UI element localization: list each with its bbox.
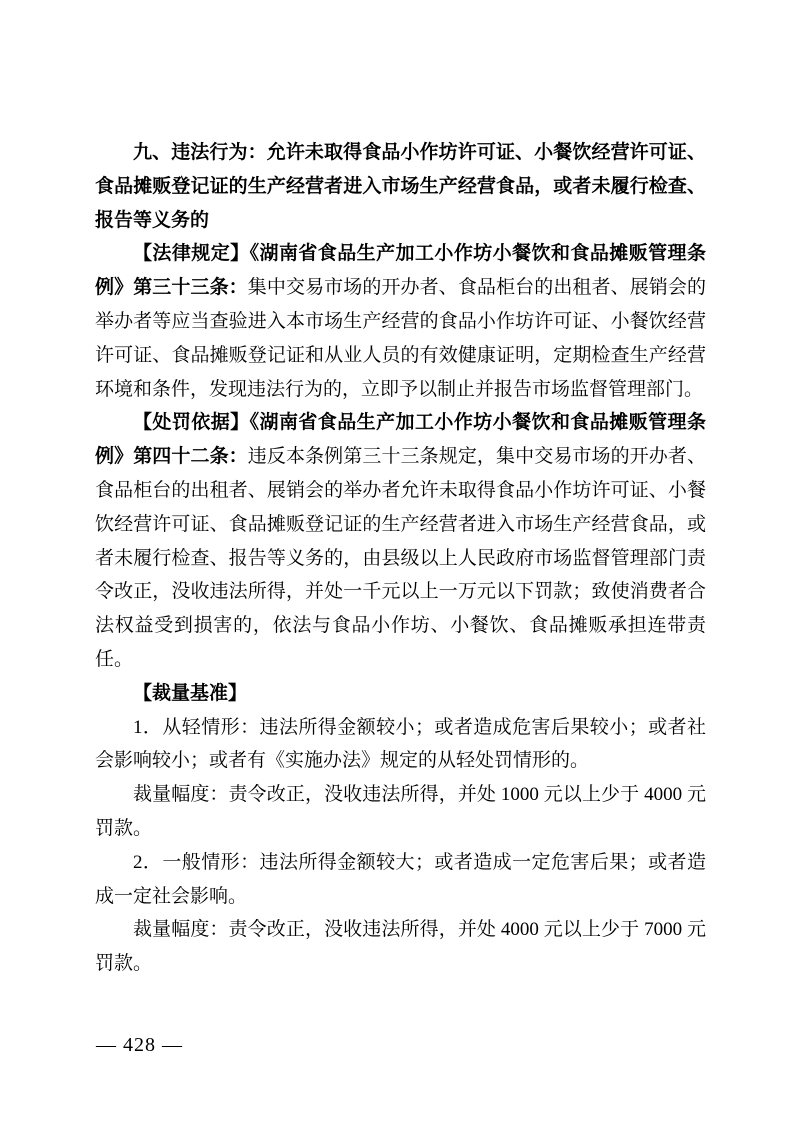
page-number: — 428 — xyxy=(96,1034,183,1056)
violation-heading: 九、违法行为：允许未取得食品小作坊许可证、小餐饮经营许可证、食品摊贩登记证的生产经营者进入市场生产经营食品，或者未履行检查、报告等义务的 xyxy=(95,142,706,231)
penalty-basis-label: 【处罚依据】《湖南省食品生产加工小作坊小餐饮和食品摊贩管理条例》第四十二条： xyxy=(95,412,706,468)
discretion-standard-heading: 【裁量基准】 xyxy=(133,682,248,704)
legal-basis-label: 【法律规定】《湖南省食品生产加工小作坊小餐饮和食品摊贩管理条例》第三十三条： xyxy=(95,243,706,299)
discretion-item-1-scenario: 1．从轻情形：违法所得金额较小；或者造成危害后果较小；或者社会影响较小；或者有《实施办法》规定的从轻处罚情形的。 xyxy=(95,716,706,772)
discretion-item-2-range: 裁量幅度：责令改正，没收违法所得，并处 4000 元以上少于 7000 元罚款。 xyxy=(95,919,706,975)
page-footer xyxy=(96,1034,183,1057)
discretion-item-2-scenario: 2．一般情形：违法所得金额较大；或者造成一定危害后果；或者造成一定社会影响。 xyxy=(95,851,706,907)
discretion-item-1-range: 裁量幅度：责令改正，没收违法所得，并处 1000 元以上少于 4000 元罚款。 xyxy=(95,784,706,839)
penalty-basis-text: 违反本条例第三十三条规定，集中交易市场的开办者、食品柜台的出租者、展销会的举办者允许未取得食品小作坊许可证、小餐饮经营许可证、食品摊贩登记证的生产经营者进入市场生产经营食品，或者未履行检查、报告等义务的，由县级以上人民政府市场监督管理部门责令改正，没收违法所得，并处一千元以上一万元以下罚款；致使消费者合法权益受到损害的，依法与食品小作坊、小餐饮、食品摊贩承担连带责任。 xyxy=(95,446,706,670)
document-body xyxy=(95,136,706,981)
legal-basis-paragraph xyxy=(95,237,706,406)
legal-basis-text: 集中交易市场的开办者、食品柜台的出租者、展销会的举办者等应当查验进入本市场生产经营的食品小作坊许可证、小餐饮经营许可证、食品摊贩登记证和从业人员的有效健康证明，定期检查生产经营环境和条件，发现违法行为的，立即予以制止并报告市场监督管理部门。 xyxy=(95,277,706,400)
penalty-basis-paragraph xyxy=(95,406,706,676)
